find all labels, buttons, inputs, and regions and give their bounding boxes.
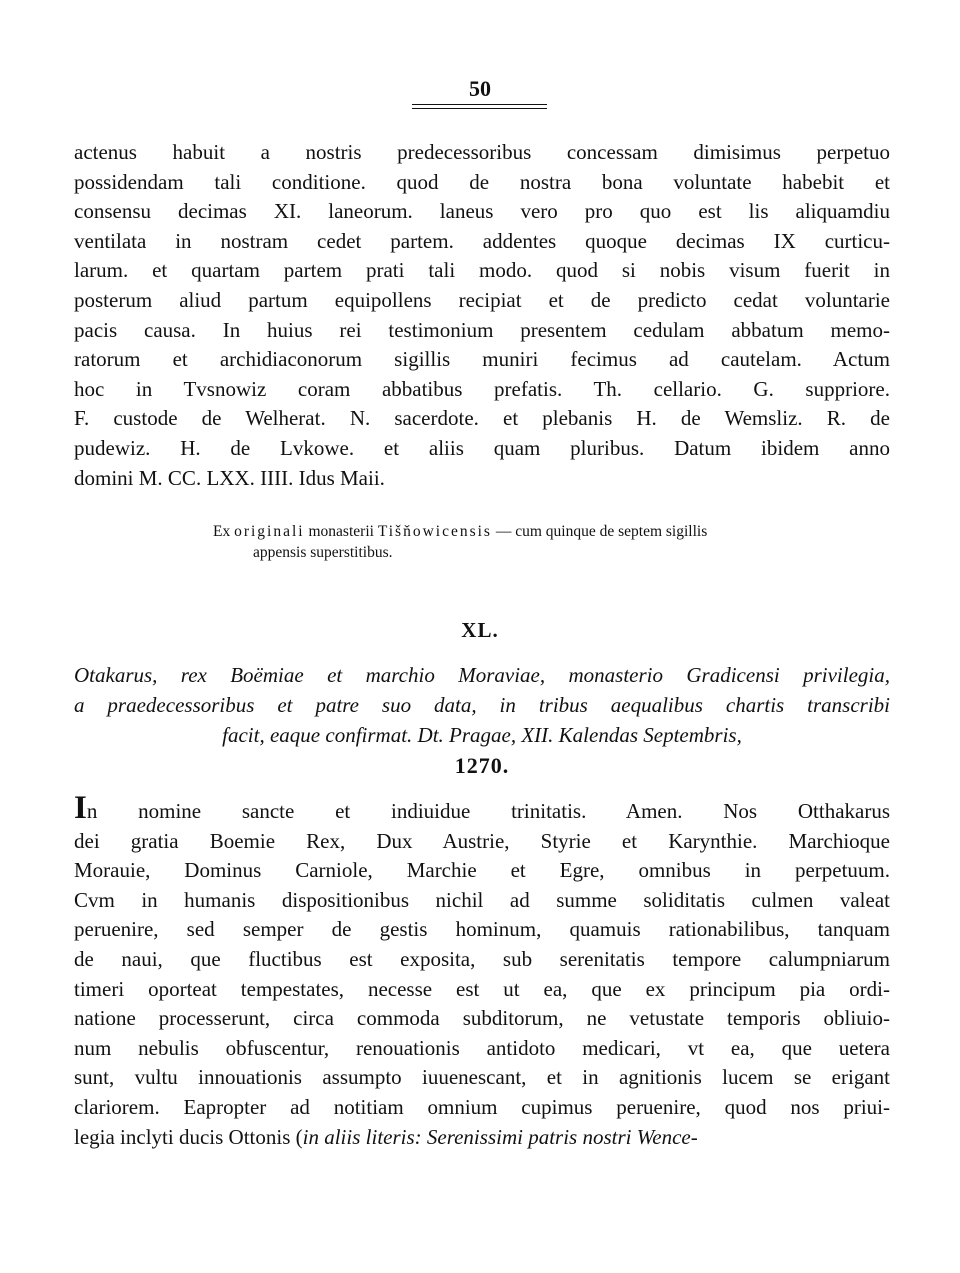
text-line: peruenire, sed semper de gestis hominum, quamuis rationabilibus, tanquam (74, 917, 890, 942)
source-note-suffix: — cum quinque de septem sigillis (495, 523, 708, 540)
last-line-start: legia inclyti ducis Ottonis ( (74, 1124, 303, 1149)
continuation-text-block (74, 138, 890, 493)
regest-line: a praedecessoribus et patre suo data, in tribus aequalibus chartis transcribi (74, 693, 890, 717)
text-line: clariorem. Eapropter ad notitiam omnium cupimus peruenire, quod nos priui- (74, 1094, 890, 1119)
text-line: ratorum et archidiaconorum sigillis muniri fecimus ad cautelam. Actum (74, 347, 890, 372)
text-line: consensu decimas XI. laneorum. laneus vero pro quo est lis aliquamdiu (74, 199, 890, 224)
text-line: ventilata in nostram cedet partem. addentes quoque decimas IX curticu- (74, 228, 890, 253)
source-note (213, 521, 893, 563)
source-note-prefix: Ex (213, 523, 231, 540)
text-line: timeri oporteat tempestates, necesse est ut ea, que ex principum pia ordi- (74, 976, 890, 1001)
text-line: num nebulis obfuscentur, renouationis antidoto medicari, vt ea, que uetera (74, 1035, 890, 1060)
text-line: Cvm in humanis dispositionibus nichil ad summe soliditatis culmen valeat (74, 887, 890, 912)
header-rule-bottom (412, 108, 547, 109)
text-line: pudewiz. H. de Lvkowe. et aliis quam pluribus. Datum ibidem anno (74, 435, 890, 460)
initial-letter: I (74, 790, 87, 826)
regest-line: facit, eaque confirmat. Dt. Pragae, XII. Kalendas Septembris, (222, 723, 742, 747)
text-line: sunt, vultu innouationis assumpto iuuenescant, et in agnitionis lucem se erigant (74, 1065, 890, 1090)
page-number: 50 (469, 76, 491, 101)
text-line: pacis causa. In huius rei testimonium presentem cedulam abbatum memo- (74, 317, 890, 342)
text-line: possidendam tali conditione. quod de nostra bona voluntate habebit et (74, 169, 890, 194)
text-line: posterum aliud partum equipollens recipiat et de predicto cedat voluntarie (74, 287, 890, 312)
document-number: XL. (461, 618, 499, 642)
last-line-italic: in aliis literis: Serenissimi patris nostri Wence- (302, 1124, 698, 1149)
text-line: actenus habuit a nostris predecessoribus concessam dimisimus perpetuo (74, 140, 890, 164)
text-line-last (74, 1123, 890, 1153)
document-year: 1270. (454, 753, 510, 778)
text-line: larum. et quartam partem prati tali modo. quod si nobis visum fuerit in (74, 258, 890, 283)
source-note-spaced-word: originali (234, 523, 305, 540)
source-note-middle: monasterii (308, 523, 374, 540)
source-note-line-1 (213, 521, 893, 542)
regest-line: Otakarus, rex Boëmiae et marchio Moraviae, monasterio Gradicensi privilegia, (74, 663, 890, 687)
source-note-monastery: Tišňowicensis (377, 523, 492, 540)
document-text-block (74, 790, 890, 1152)
text-line: dei gratia Boemie Rex, Dux Austrie, Styrie et Karynthie. Marchioque (74, 828, 890, 853)
source-note-line-2: appensis superstitibus. (253, 544, 393, 561)
text-line: F. custode de Welherat. N. sacerdote. et plebanis H. de Wemsliz. R. de (74, 406, 890, 431)
header-rule-top (412, 104, 547, 105)
text-line: hoc in Tvsnowiz coram abbatibus prefatis. Th. cellario. G. suppriore. (74, 376, 890, 401)
text-line: domini M. CC. LXX. IIII. Idus Maii. (74, 465, 385, 490)
text-line: de naui, que fluctibus est exposita, sub serenitatis tempore calumpniarum (74, 946, 890, 971)
regest (74, 660, 890, 781)
first-line-text: n nomine sancte et indiuidue trinitatis. Amen. Nos Otthakarus (86, 799, 890, 823)
text-line-first (74, 790, 890, 827)
text-line: natione processerunt, circa commoda subditorum, ne vetustate temporis obliuio- (74, 1006, 890, 1031)
text-line: Morauie, Dominus Carniole, Marchie et Egre, omnibus in perpetuum. (74, 858, 890, 883)
